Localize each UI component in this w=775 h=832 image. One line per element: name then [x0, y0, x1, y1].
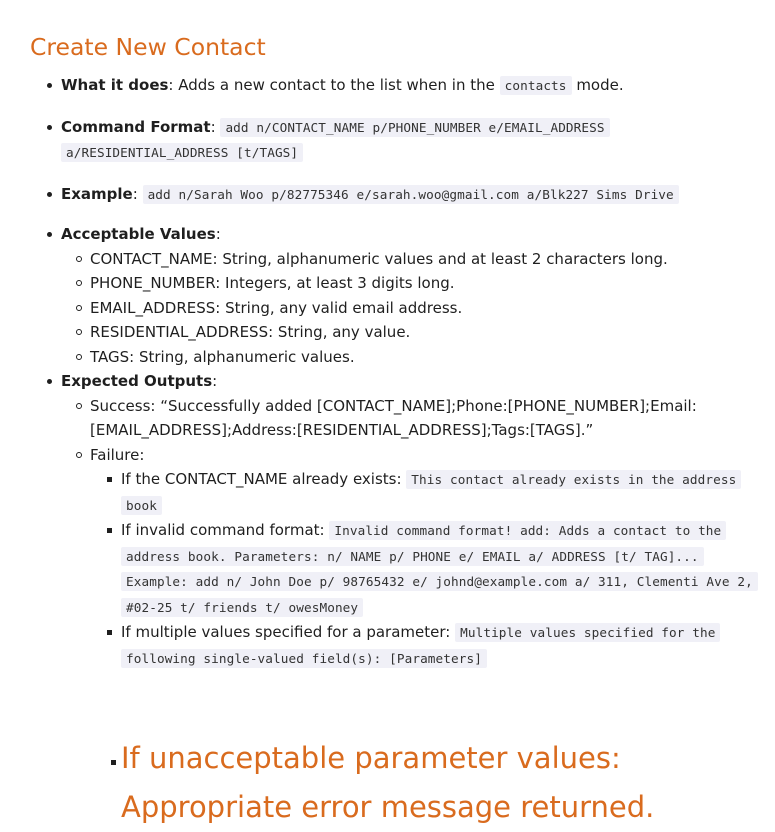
failure-list: [90, 467, 765, 671]
list-item: PHONE_NUMBER: Integers, at least 3 digits long.: [61, 271, 765, 296]
what-it-does-text-after: mode.: [571, 76, 624, 94]
list-item: CONTACT_NAME: String, alphanumeric values and at least 2 characters long.: [61, 247, 765, 272]
failure-label: Failure:: [90, 445, 145, 464]
unacceptable-values-text: If unacceptable parameter values: Appropriate error message returned.: [121, 741, 655, 824]
acceptable-values-list: [61, 247, 765, 370]
failure-text: If invalid command format:: [121, 521, 330, 539]
example-label: Example: [61, 184, 133, 203]
list-item: TAGS: String, alphanumeric values.: [61, 345, 765, 370]
expected-outputs-sep: :: [212, 372, 218, 390]
command-format-code: add n/CONTACT_NAME p/PHONE_NUMBER e/EMAIL_ADDRESS a/RESIDENTIAL_ADDRESS [t/TAGS]: [61, 118, 610, 163]
example-sep: :: [132, 184, 143, 203]
failure-item-multiple-values: [90, 620, 765, 671]
failure-text: If the CONTACT_NAME already exists:: [121, 470, 407, 488]
failure-text: If multiple values specified for a parameter:: [121, 623, 456, 641]
list-item-expected-outputs: [30, 369, 765, 671]
failure-item-invalid-format: [90, 518, 765, 620]
success-item: Success: “Successfully added [CONTACT_NAME];Phone:[PHONE_NUMBER];Email:[EMAIL_ADDRESS];Address:[RESIDENTIAL_ADDRESS];Tags:[TAGS].”: [61, 394, 765, 443]
acceptable-values-label: Acceptable Values: [61, 225, 216, 243]
contacts-code: contacts: [500, 76, 572, 95]
main-list: [30, 73, 765, 671]
example-code: add n/Sarah Woo p/82775346 e/sarah.woo@gmail.com a/Blk227 Sims Drive: [143, 185, 679, 204]
failure-code: Invalid command format! add: Adds a contact to the address book. Parameters: n/ NAME p/ PHONE e/ EMAIL a/ ADDRESS [t/ TAG]... Example: add n/ John Doe p/ 98765432 e/ johnd@example.com a/ 311, Clementi Ave 2, #02-25 t/ friends t/ owesMoney: [121, 521, 758, 617]
expected-outputs-label: Expected Outputs: [61, 372, 213, 390]
acceptable-values-sep: :: [215, 225, 221, 243]
failure-code: Multiple values specified for the following single-valued field(s): [Parameters]: [121, 623, 720, 668]
list-item-acceptable-values: [30, 222, 765, 369]
expected-outputs-list: [61, 394, 765, 672]
list-item-what-it-does: [30, 73, 765, 99]
failure-item-exists: [90, 467, 765, 518]
list-item-example: [30, 182, 765, 208]
command-format-sep: :: [210, 117, 221, 136]
page-title: Create New Contact: [30, 33, 266, 61]
list-item: EMAIL_ADDRESS: String, any valid email address.: [61, 296, 765, 321]
failure-item: [61, 443, 765, 672]
what-it-does-label: What it does: [61, 76, 169, 94]
failure-code: This contact already exists in the address book: [121, 470, 741, 515]
what-it-does-text: : Adds a new contact to the list when in the: [168, 76, 500, 94]
command-format-label: Command Format: [61, 117, 211, 136]
list-item: RESIDENTIAL_ADDRESS: String, any value.: [61, 320, 765, 345]
unacceptable-values-item: [30, 734, 765, 832]
list-item-command-format: [30, 115, 765, 166]
